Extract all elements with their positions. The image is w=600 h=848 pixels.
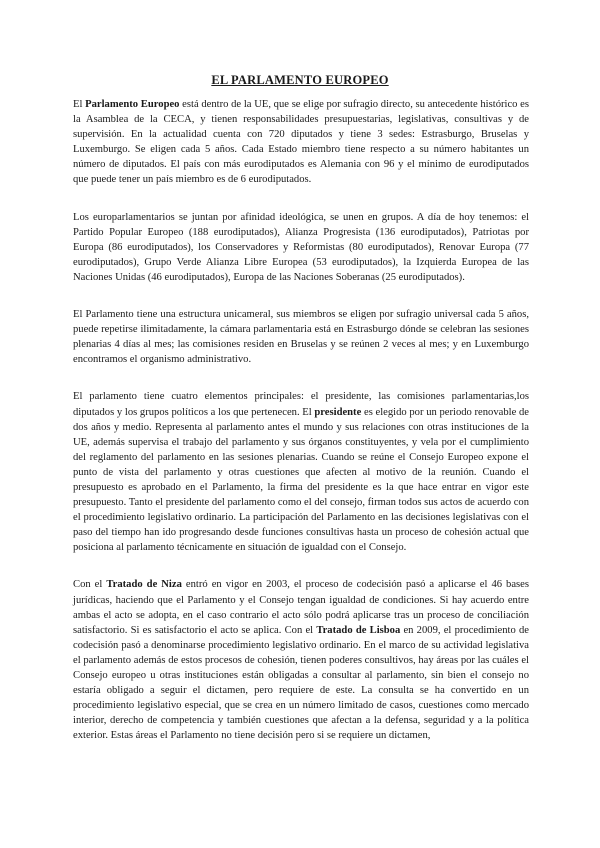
text-run: entró en vigor en 2003, el proceso de codecisión pasó a aplicarse el 46 bases jurídicas, haciendo que el Parlamento y el Consejo tengan igualdad de condiciones. Si hay acuerdo entre ambas el acto se adopta, en el caso contrario el acto sólo podrá aplicarse tras un proceso de conciliación satisfactorio. Si es satisfactorio el acto se aplica. Con el: [73, 579, 530, 636]
text-run: en 2009, el procedimiento de codecisión pasó a denominarse procedimiento legislativo ordinario. En el marco de su actividad legislativa el parlamento además de estos procesos de cohesión, tienen poderes consultivos, hay áreas por las cuáles el Consejo europeo u otras instituciones están obligadas a consultar al parlamento, sin bien el consejo no estaría obligado a seguir el dictamen, pero requiere de este. La consulta se ha convertido en un procedimiento legislativo especial, que se crea en un número limitado de casos, cuestiones como mercado interior, derecho de competencia y también cuestiones que afectan a la defensa, seguridad y a la política exterior. Estas áreas el Parlamento no tiene decisión pero si se requiere un dictamen,: [73, 624, 529, 742]
paragraph-intro: [73, 97, 529, 188]
bold-term-presidente: presidente: [314, 406, 362, 418]
text-run: es elegido por un periodo renovable de dos años y medio. Representa al parlamento antes el mundo y sus relaciones con otras instituciones de la UE, además supervisa el trabajo del parlamento y sus órganos constituyentes, y vela por el cumplimiento del reglamento del parlamento en las sesiones plenarias. Cuando se reúne el Consejo Europeo expone el punto de vista del parlamento y otras cuestiones que afecten al motivo de la reunión. Cuando el presupuesto es aprobado en el Parlamento, la firma del presidente es la que hace entrar en vigor este presupuesto. Tanto el presidente del parlamento como el del consejo, firman todos sus actos de acuerdo con el procedimiento legislativo ordinario. La participación del Parlamento en las decisiones legislativas con el paso del tiempo han ido progresando desde funciones consultivas hasta un proceso de cohesión actual que posiciona al parlamento técnicamente en situación de igualdad con el Consejo.: [73, 406, 529, 554]
text-run: Con el: [73, 579, 107, 591]
paragraph-groups: Los europarlamentarios se juntan por afinidad ideológica, se unen en grupos. A día de hoy tenemos: el Partido Popular Europeo (188 eurodiputados), Alianza Progresista (136 eurodiputados), Patriotas por Europa (86 eurodiputados), los Conservadores y Reformistas (80 eurodiputados), Renovar Europa (77 eurodiputados), Grupo Verde Alianza Libre Europea (53 eurodiputados), la Izquierda Europea de las Naciones Unidas (46 eurodiputados), Europa de las Naciones Soberanas (25 eurodiputados).: [73, 211, 529, 283]
text-run: El parlamento tiene cuatro elementos principales: el presidente, las comisiones parlamentarias,los diputados y los grupos políticos a los que pertenecen. El: [73, 391, 529, 418]
paragraph-structure: El Parlamento tiene una estructura unicameral, sus miembros se eligen por sufragio universal cada 5 años, puede repetirse ilimitadamente, la cámara parlamentaria está en Estrasburgo dónde se celebran las sesiones plenarias 4 días al mes; las comisiones residen en Bruselas y se reúnen 2 veces al mes; y en Luxemburgo encontramos el organismo administrativo.: [73, 309, 529, 366]
bold-term-tratado-lisboa: Tratado de Lisboa: [316, 624, 401, 636]
paragraph-elements: [73, 389, 529, 555]
paragraph-treaties: [73, 577, 529, 743]
text-run: está dentro de la UE, que se elige por sufragio directo, su antecedente histórico es la Asamblea de la CECA, y tienen responsabilidades presupuestarias, legislativas, consultivas y de supervisión. En la actualidad cuenta con 720 diputados y tiene 3 sedes: Estrasburgo, Bruselas y Luxemburgo. Se eligen cada 5 años. Cada Estado miembro tiene respecto a su número habitantes un número de diputados. El país con más eurodiputados es Alemania con 96 y el mínimo de eurodiputados que puede tener un país miembro es de 6 eurodiputados.: [73, 99, 529, 186]
document-body: [73, 97, 529, 765]
page-title: EL PARLAMENTO EUROPEO: [211, 73, 389, 87]
bold-term-tratado-niza: Tratado de Niza: [106, 579, 182, 591]
bold-term-parlamento-europeo: Parlamento Europeo: [85, 99, 180, 110]
text-run: El: [73, 99, 86, 110]
